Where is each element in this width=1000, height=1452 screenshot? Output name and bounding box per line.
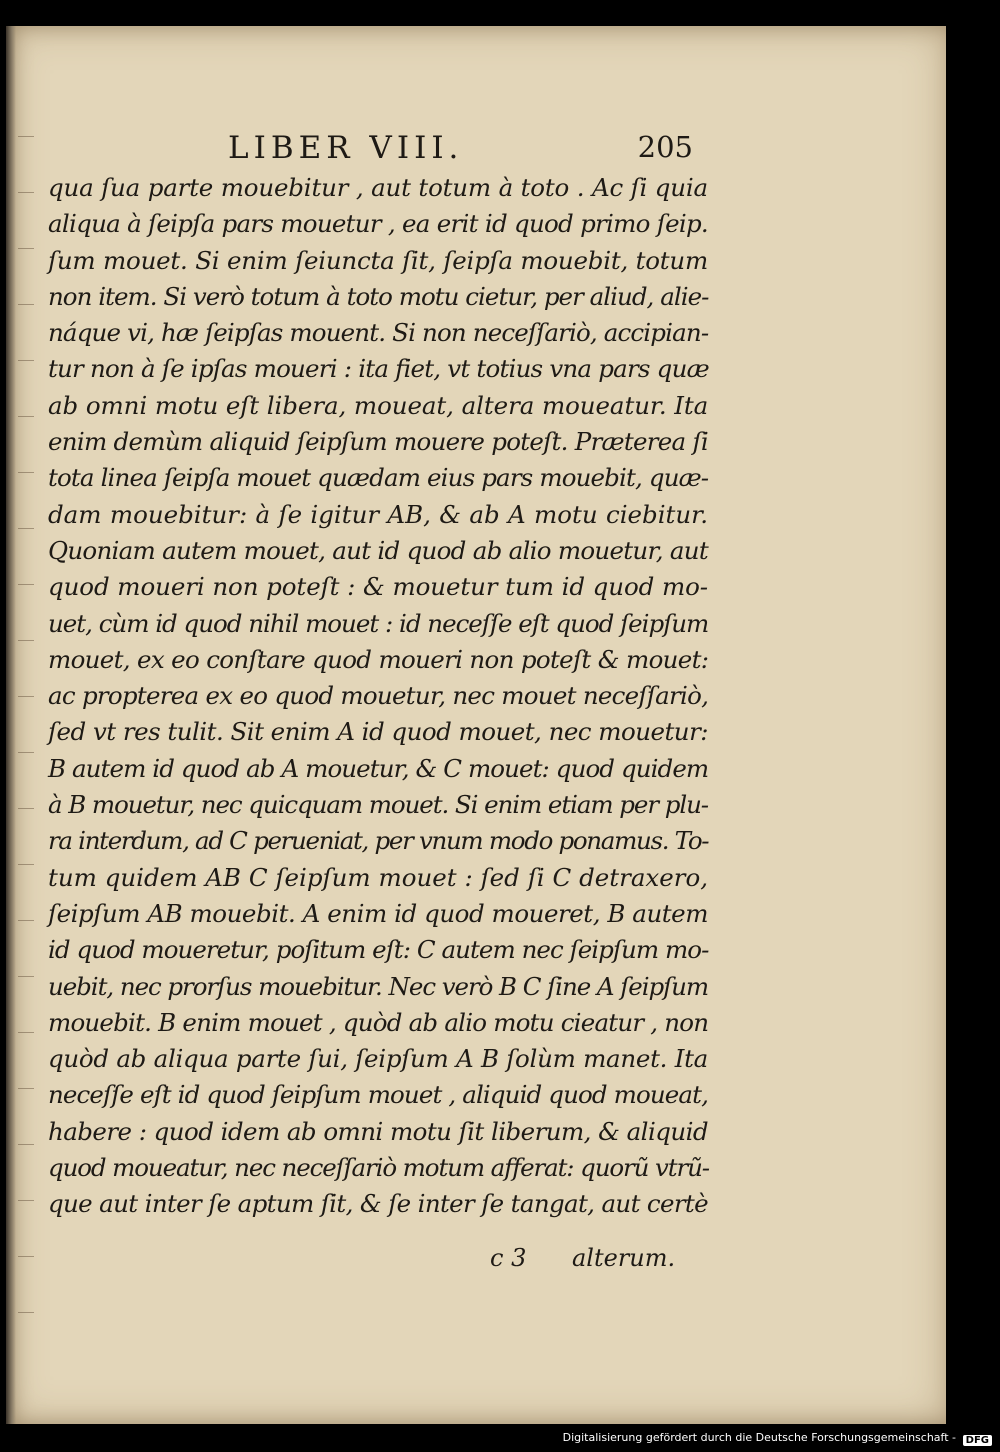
gutter-mark [18, 528, 34, 529]
gutter-mark [18, 136, 34, 137]
gutter-mark [18, 360, 34, 361]
text-line: quod moueri non poteſt : & mouetur tum id quod mo- [48, 572, 708, 602]
text-line: uebit, nec prorſus mouebitur. Nec verò B C ſine A ſeipſum [48, 971, 709, 1001]
text-line: mouet, ex eo conſtare quod moueri non poteſt & mouet: [48, 644, 709, 674]
text-line: id quod moueretur, poſitum eſt: C autem nec ſeipſum mo- [48, 935, 709, 965]
catchword: alterum. [572, 1244, 676, 1272]
body-text [48, 170, 708, 1223]
text-line: tota linea ſeipſa mouet quædam eius pars mouebit, quæ- [48, 463, 709, 493]
book-page [6, 26, 946, 1424]
gutter-mark [18, 1032, 34, 1033]
gutter-mark [18, 248, 34, 249]
text-line: enim demùm aliquid ſeipſum mouere poteſt. Præterea ſi [48, 427, 708, 457]
text-line: neceſſe eſt id quod ſeipſum mouet , aliquid quod moueat, [48, 1080, 708, 1110]
text-line: tum quidem AB C ſeipſum mouet : ſed ſi C detraxero, [48, 862, 708, 892]
text-line: ra interdum, ad C perueniat, per vnum modo ponamus. To- [48, 826, 709, 856]
gutter-mark [18, 584, 34, 585]
text-line: dam mouebitur: à ſe igitur AB, & ab A motu ciebitur. [48, 499, 708, 529]
text-line: que aut inter ſe aptum ſit, & ſe inter ſe tangat, aut certè [48, 1189, 708, 1219]
gutter-mark [18, 1144, 34, 1145]
page-binding-edge [6, 26, 16, 1424]
gutter-mark [18, 696, 34, 697]
text-line: aliqua à ſeipſa pars mouetur , ea erit id quod primo ſeip. [48, 209, 708, 239]
gutter-mark [18, 416, 34, 417]
gutter-mark [18, 808, 34, 809]
text-line: uet, cùm id quod nihil mouet : id neceſſe eſt quod ſeipſum [48, 608, 709, 638]
gutter-mark [18, 640, 34, 641]
gutter-marks [18, 126, 38, 1364]
signature-mark: c 3 [490, 1244, 527, 1272]
text-line: à B mouetur, nec quicquam mouet. Si enim etiam per plu- [48, 790, 708, 820]
text-line: quòd ab aliqua parte ſui, ſeipſum A B ſolùm manet. Ita [48, 1044, 708, 1074]
gutter-mark [18, 920, 34, 921]
text-line: Quoniam autem mouet, aut id quod ab alio mouetur, aut [48, 535, 708, 565]
text-line: ab omni motu eſt libera, moueat, altera moueatur. Ita [48, 390, 709, 420]
gutter-mark [18, 1200, 34, 1201]
text-line: quod moueatur, nec neceſſariò motum afferat: quorũ vtrũ- [48, 1153, 709, 1183]
text-line: náque vi, hæ ſeipſas mouent. Si non neceſſariò, accipian- [48, 318, 709, 348]
gutter-mark [18, 864, 34, 865]
text-line: mouebit. B enim mouet , quòd ab alio motu cieatur , non [48, 1007, 709, 1037]
gutter-mark [18, 304, 34, 305]
gutter-mark [18, 752, 34, 753]
text-line: habere : quod idem ab omni motu ſit liberum, & aliquid [48, 1116, 708, 1146]
dfg-logo: DFG [963, 1435, 992, 1446]
page-footer-marks [6, 1244, 946, 1280]
page-number: 205 [637, 130, 693, 164]
text-line: ſeipſum AB mouebit. A enim id quod moueret, B autem [48, 898, 708, 928]
digitization-credit: Digitalisierung gefördert durch die Deutsche Forschungsgemeinschaft - [562, 1431, 956, 1444]
gutter-mark [18, 1312, 34, 1313]
page-header [228, 130, 693, 170]
text-line: ac propterea ex eo quod mouetur, nec mouet neceſſariò, [48, 681, 709, 711]
text-line: ſed vt res tulit. Sit enim A id quod mouet, nec mouetur: [48, 717, 708, 747]
running-head: LIBER VIII. [228, 130, 464, 166]
text-line: B autem id quod ab A mouetur, & C mouet: quod quidem [48, 753, 709, 783]
gutter-mark [18, 1088, 34, 1089]
text-line: ſum mouet. Si enim ſeiuncta ſit, ſeipſa mouebit, totum [48, 245, 708, 275]
gutter-mark [18, 472, 34, 473]
text-line: tur non à ſe ipſas moueri : ita fiet, vt totius vna pars quæ [48, 354, 709, 384]
text-line: non item. Si verò totum à toto motu cietur, per aliud, alie- [48, 281, 709, 311]
gutter-mark [18, 976, 34, 977]
gutter-mark [18, 192, 34, 193]
text-line: qua ſua parte mouebitur , aut totum à toto . Ac ſi quia [48, 173, 708, 202]
